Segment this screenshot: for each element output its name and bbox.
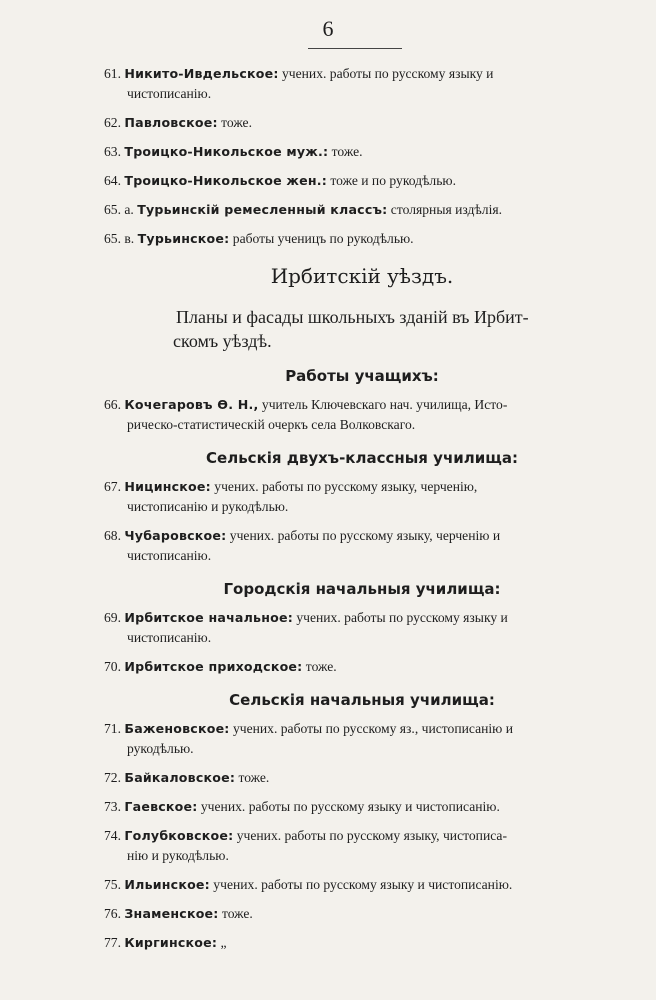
entry-school-name: Баженовское: xyxy=(124,721,230,736)
page-number: 6 xyxy=(322,16,334,41)
entry-number: 64. xyxy=(104,173,121,188)
entry-text: тоже. xyxy=(302,659,337,674)
entry-64 xyxy=(104,171,620,191)
entry-author-name: Кочегаровъ Ѳ. Н., xyxy=(124,397,259,412)
entry-school-name: Никито-Ивдельское: xyxy=(124,66,279,81)
entry-text: тоже. xyxy=(218,906,253,921)
entry-text: учених. работы по русскому языку и xyxy=(278,66,494,81)
entry-70 xyxy=(104,657,620,677)
entry-text: тоже и по рукодѣлью. xyxy=(327,173,456,188)
entry-text: учених. работы по русскому яз., чистописанію и xyxy=(229,721,513,736)
entry-61 xyxy=(104,64,620,104)
entry-text: учених. работы по русскому языку, черченію и xyxy=(226,528,501,543)
entry-number: 74. xyxy=(104,828,121,843)
entry-text: учених. работы по русскому языку и xyxy=(292,610,508,625)
entry-text: учених. работы по русскому языку и чистописанію. xyxy=(209,877,513,892)
entry-68 xyxy=(104,526,620,566)
entry-number: 70. xyxy=(104,659,121,674)
entry-75 xyxy=(104,875,620,895)
section-heading-urban: Городскія начальныя училища: xyxy=(223,580,501,598)
entry-number: 63. xyxy=(104,144,121,159)
entry-number: 77. xyxy=(104,935,121,950)
entry-number: 75. xyxy=(104,877,121,892)
entry-school-name: Троицко-Никольское жен.: xyxy=(124,173,327,188)
entry-school-name: Турьинскій ремесленный классъ: xyxy=(137,202,388,217)
entry-school-name: Байкаловское: xyxy=(124,770,236,785)
entry-number: 62. xyxy=(104,115,121,130)
entry-text: столярныя издѣлія. xyxy=(387,202,503,217)
entry-number: 73. xyxy=(104,799,121,814)
plans-line-1: Планы и фасады школьныхъ зданій въ Ирбит- xyxy=(176,307,529,327)
entry-school-name: Ницинское: xyxy=(124,479,211,494)
entry-71 xyxy=(104,719,620,759)
page-content xyxy=(104,64,620,953)
entry-73 xyxy=(104,797,620,817)
entry-number: 71. xyxy=(104,721,121,736)
district-title: Ирбитскій уѣздъ. xyxy=(270,264,454,288)
entry-number: 76. xyxy=(104,906,121,921)
entry-text: учитель Ключевскаго нач. училища, Исто- xyxy=(258,397,508,412)
entry-65a xyxy=(104,200,620,220)
entry-67 xyxy=(104,477,620,517)
entry-continuation: чистописанію. xyxy=(127,630,212,645)
header-rule xyxy=(308,48,402,49)
section-heading-rural: Сельскія начальныя училища: xyxy=(229,691,495,709)
entry-text: тоже. xyxy=(235,770,270,785)
entry-continuation: чистописанію и рукодѣлью. xyxy=(127,499,289,514)
entry-school-name: Киргинское: xyxy=(124,935,218,950)
entry-continuation: чистописанію. xyxy=(127,86,212,101)
entries-top xyxy=(104,64,620,249)
entry-continuation: чистописанію. xyxy=(127,548,212,563)
entry-school-name: Знаменское: xyxy=(124,906,219,921)
entry-69 xyxy=(104,608,620,648)
entry-76 xyxy=(104,904,620,924)
entry-school-name: Голубковское: xyxy=(124,828,234,843)
entry-number: 66. xyxy=(104,397,121,412)
entry-text: учених. работы по русскому языку и чистописанію. xyxy=(197,799,500,814)
entry-number: 65. а. xyxy=(104,202,134,217)
entry-text: „ xyxy=(217,935,227,950)
entry-school-name: Гаевское: xyxy=(124,799,198,814)
entry-number: 61. xyxy=(104,66,121,81)
entry-continuation: нію и рукодѣлью. xyxy=(127,848,229,863)
entry-number: 68. xyxy=(104,528,121,543)
entry-63 xyxy=(104,142,620,162)
section-heading-two-class: Сельскія двухъ-классныя училища: xyxy=(206,449,518,467)
entry-text: учених. работы по русскому языку, черченію, xyxy=(210,479,478,494)
entry-number: 72. xyxy=(104,770,121,785)
entry-school-name: Ирбитское приходское: xyxy=(124,659,303,674)
entry-66 xyxy=(104,395,620,435)
entry-65b xyxy=(104,229,620,249)
entry-72 xyxy=(104,768,620,788)
entry-continuation: рукодѣлью. xyxy=(127,741,194,756)
plans-line-2: скомъ уѣздѣ. xyxy=(173,331,272,351)
entry-text: тоже. xyxy=(328,144,363,159)
entry-number: 67. xyxy=(104,479,121,494)
entry-continuation: рическо-статистическій очеркъ села Волковскаго. xyxy=(127,417,416,432)
entry-text: работы ученицъ по рукодѣлью. xyxy=(229,231,414,246)
entry-school-name: Турьинское: xyxy=(137,231,230,246)
entry-62 xyxy=(104,113,620,133)
entry-school-name: Троицко-Никольское муж.: xyxy=(124,144,329,159)
entry-text: тоже. xyxy=(217,115,252,130)
entry-text: учених. работы по русскому языку, чистописа- xyxy=(233,828,507,843)
entry-school-name: Ирбитское начальное: xyxy=(124,610,293,625)
entry-school-name: Чубаровское: xyxy=(124,528,227,543)
plans-heading xyxy=(104,305,620,353)
entry-number: 65. в. xyxy=(104,231,135,246)
entry-number: 69. xyxy=(104,610,121,625)
entry-74 xyxy=(104,826,620,866)
section-heading-teachers: Работы учащихъ: xyxy=(285,367,439,385)
entry-school-name: Ильинское: xyxy=(124,877,210,892)
entry-77 xyxy=(104,933,620,953)
entry-school-name: Павловское: xyxy=(124,115,218,130)
